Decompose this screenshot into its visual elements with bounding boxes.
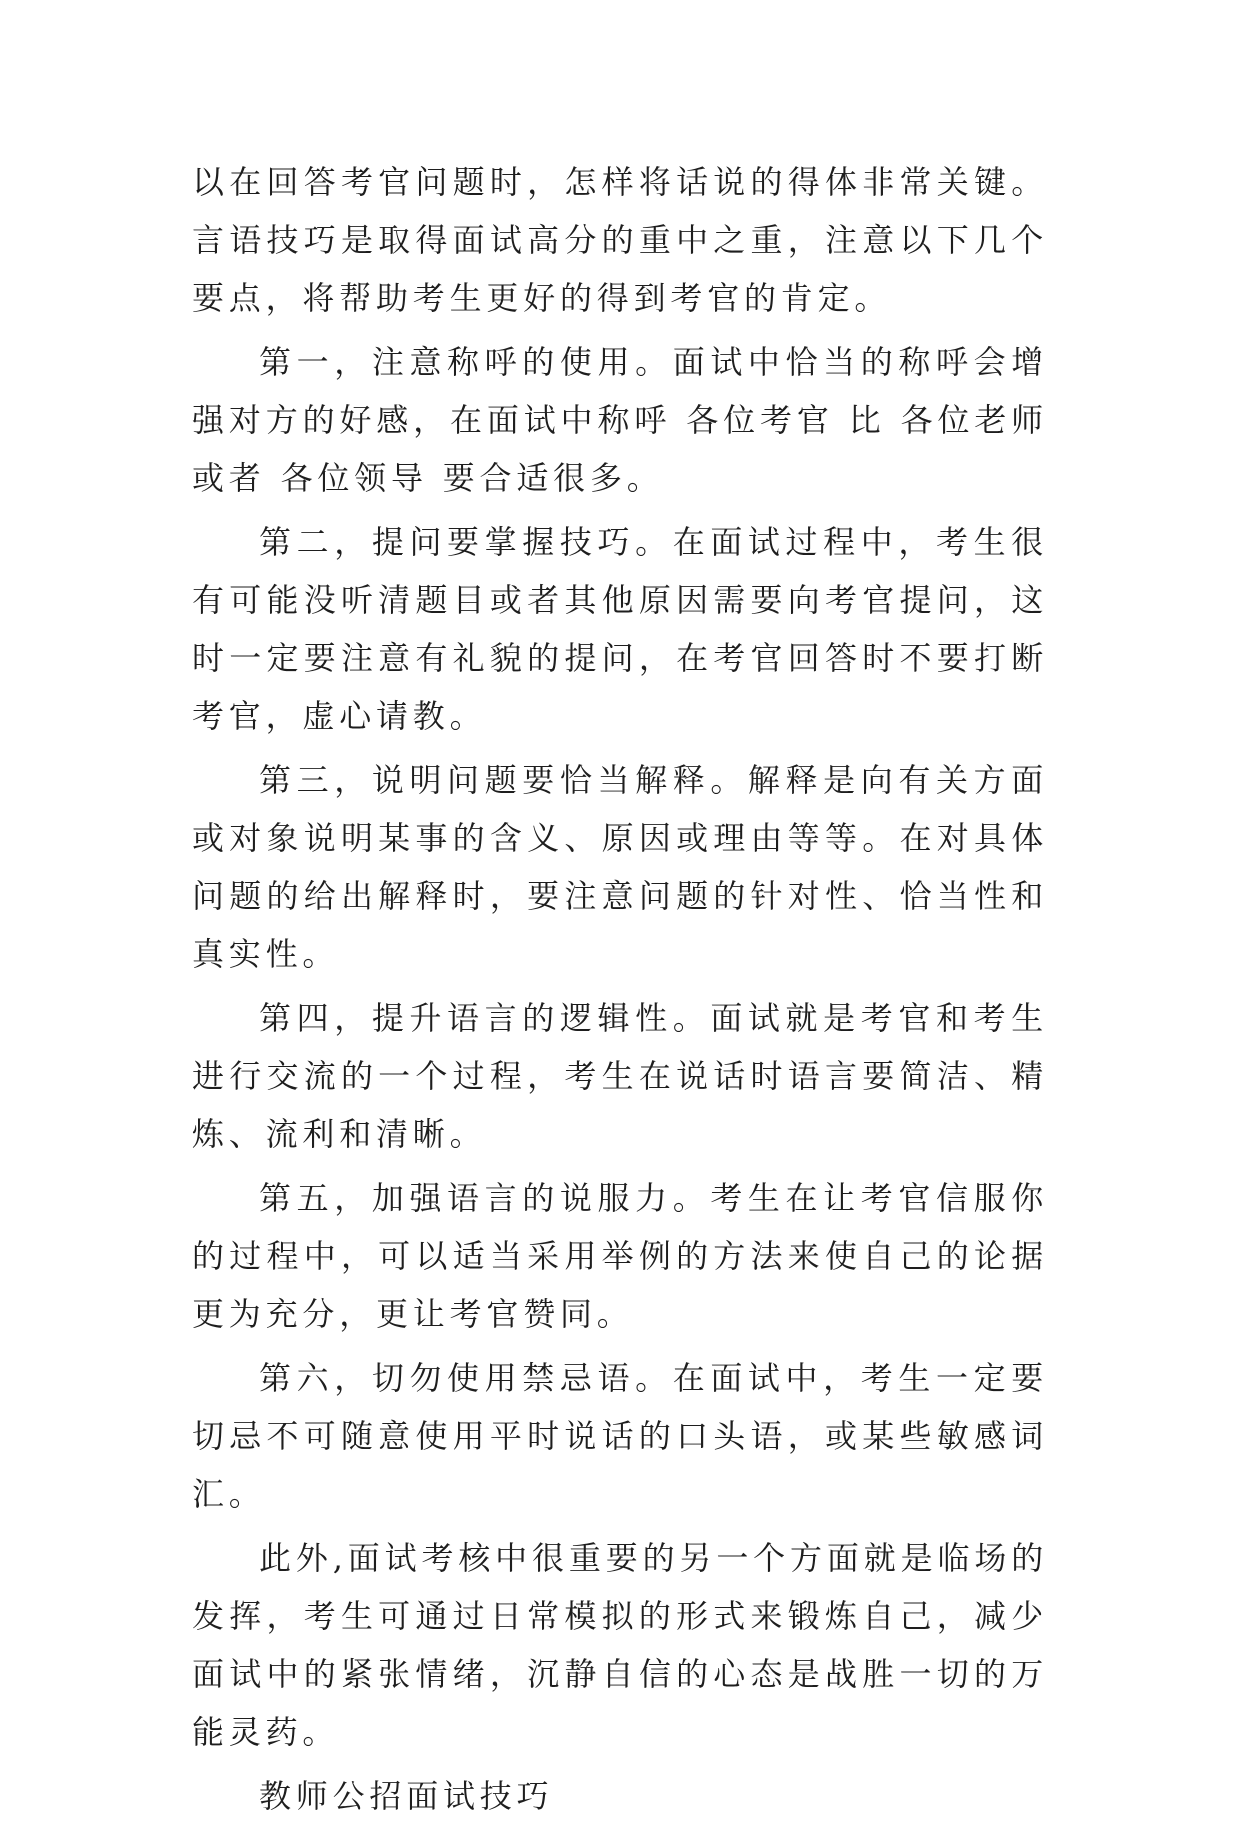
section-heading: 教师公招面试技巧 [259, 1777, 554, 1815]
paragraph-point-6: 第六，切勿使用禁忌语。在面试中，考生一定要切忌不可随意使用平时说话的口头语，或某些敏感词汇。 [192, 1359, 1048, 1513]
document-body [192, 153, 1048, 1831]
paragraph-point-1: 第一，注意称呼的使用。面试中恰当的称呼会增强对方的好感，在面试中称呼 各位考官 比 各位老师 或者 各位领导 要合适很多。 [192, 343, 1048, 497]
paragraph-point-2: 第二，提问要掌握技巧。在面试过程中，考生很有可能没听清题目或者其他原因需要向考官提问，这时一定要注意有礼貌的提问，在考官回答时不要打断考官，虚心请教。 [192, 523, 1048, 735]
paragraph-point-4: 第四，提升语言的逻辑性。面试就是考官和考生进行交流的一个过程，考生在说话时语言要简洁、精炼、流利和清晰。 [192, 999, 1048, 1153]
paragraph-point-3: 第三，说明问题要恰当解释。解释是向有关方面或对象说明某事的含义、原因或理由等等。在对具体问题的给出解释时，要注意问题的针对性、恰当性和真实性。 [192, 761, 1048, 973]
paragraph-point-5: 第五，加强语言的说服力。考生在让考官信服你的过程中，可以适当采用举例的方法来使自己的论据更为充分，更让考官赞同。 [192, 1179, 1048, 1333]
paragraph-summary: 此外,面试考核中很重要的另一个方面就是临场的发挥，考生可通过日常模拟的形式来锻炼自己，减少面试中的紧张情绪，沉静自信的心态是战胜一切的万能灵药。 [192, 1539, 1048, 1751]
paragraph-continuation: 以在回答考官问题时，怎样将话说的得体非常关键。言语技巧是取得面试高分的重中之重，注意以下几个要点，将帮助考生更好的得到考官的肯定。 [192, 163, 1048, 317]
